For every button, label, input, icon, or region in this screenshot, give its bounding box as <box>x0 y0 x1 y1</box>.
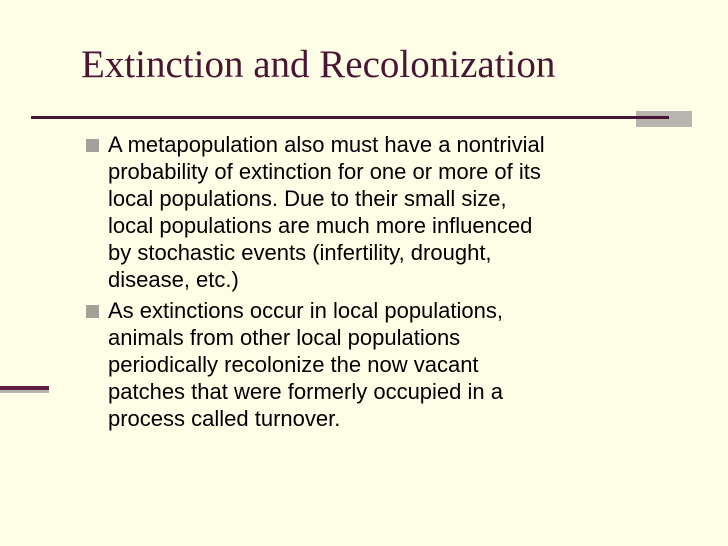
square-bullet-icon <box>86 305 99 318</box>
bullet-item-extinction <box>84 131 684 293</box>
title-rule-accent-right <box>636 111 692 127</box>
bullet-list <box>84 131 684 436</box>
left-accent-bar <box>0 386 49 390</box>
square-bullet-icon <box>86 139 99 152</box>
slide-title: Extinction and Recolonization <box>81 43 556 86</box>
bullet-text: A metapopulation also must have a nontrivial probability of extinction for one or more of its local populations. Due to their small size, local populations are much more influenced by stochastic events (infertility, drought, disease, etc.) <box>108 132 545 292</box>
bullet-text: As extinctions occur in local populations, animals from other local populations periodically recolonize the now vacant patches that were formerly occupied in a process called turnover. <box>108 298 503 431</box>
title-rule <box>31 116 669 119</box>
bullet-item-recolonization <box>84 297 684 432</box>
